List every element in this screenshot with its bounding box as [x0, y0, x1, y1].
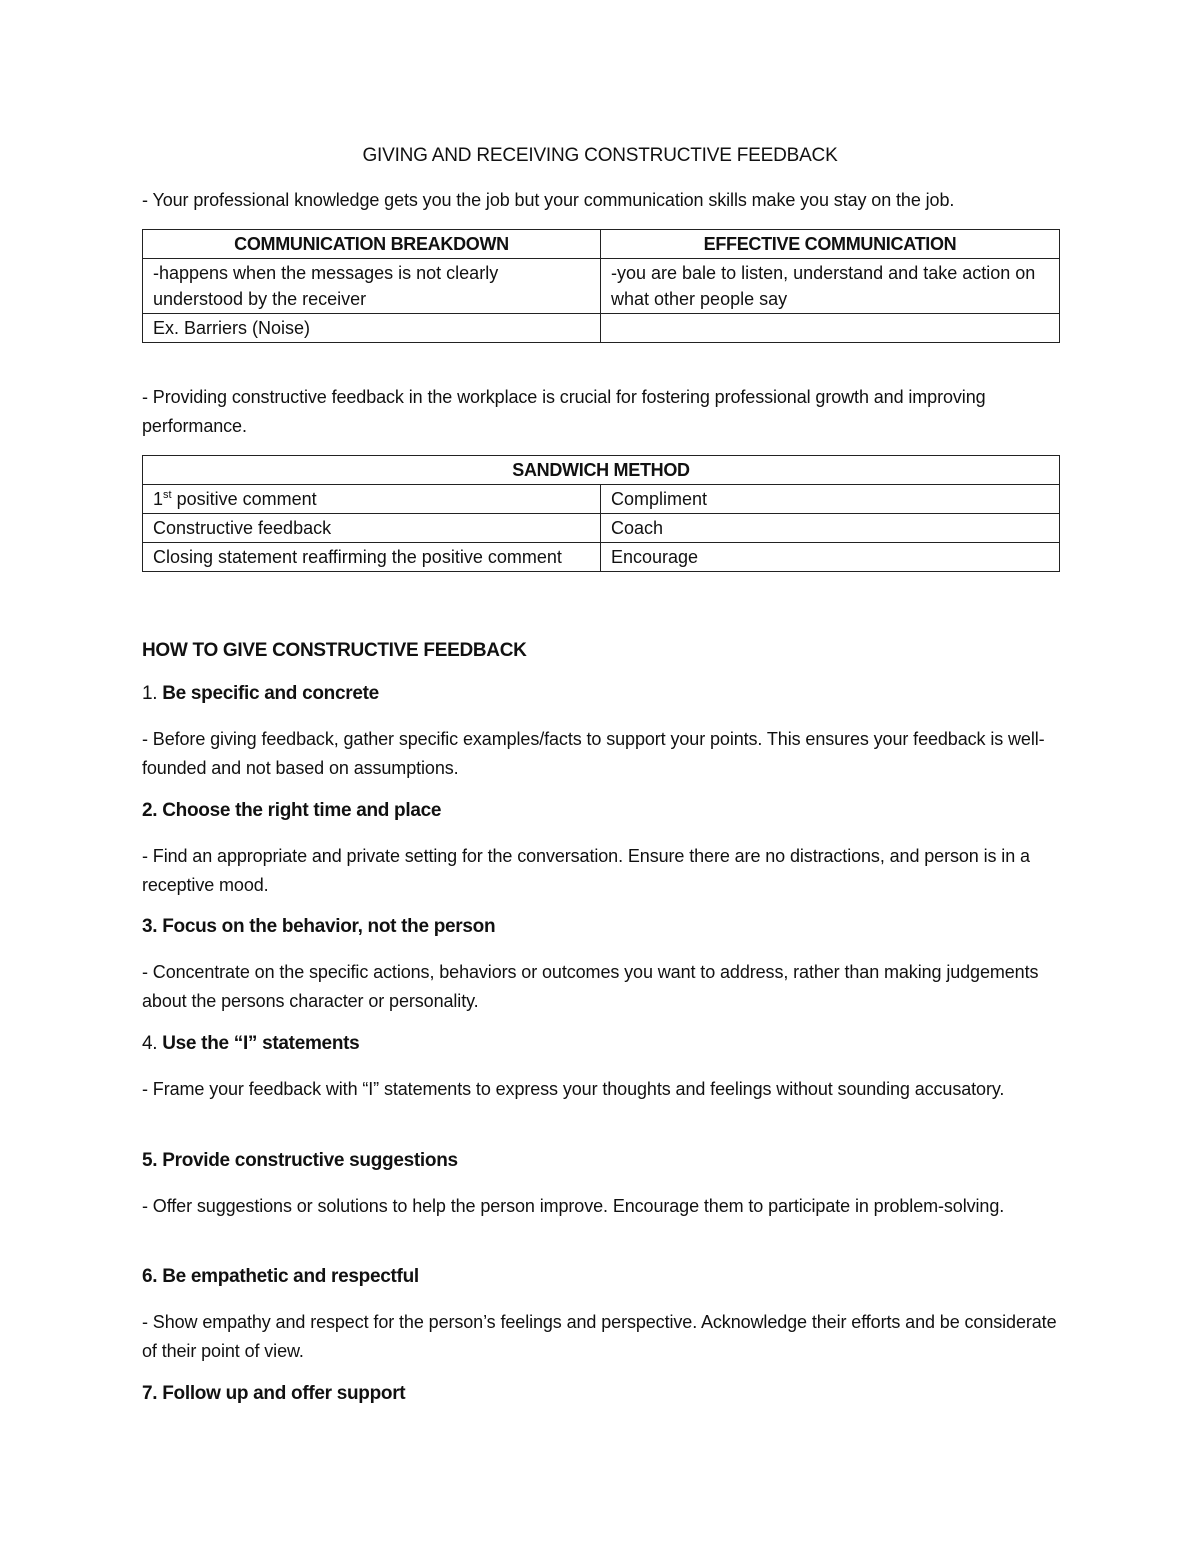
section-heading: HOW TO GIVE CONSTRUCTIVE FEEDBACK	[142, 640, 527, 661]
sandwich-method-table	[142, 455, 1060, 572]
table-cell: Encourage	[601, 543, 1060, 572]
table-cell: Ex. Barriers (Noise)	[143, 314, 601, 343]
step-text: - Offer suggestions or solutions to help the person improve. Encourage them to participate in problem-solving.	[142, 1196, 1005, 1216]
table-cell: Closing statement reaffirming the positive comment	[143, 543, 601, 572]
table-cell: -happens when the messages is not clearly understood by the receiver	[143, 259, 601, 314]
document-title: GIVING AND RECEIVING CONSTRUCTIVE FEEDBACK	[362, 145, 838, 166]
table-row	[143, 314, 1060, 343]
table-header-row	[143, 456, 1060, 485]
table-cell: Constructive feedback	[143, 514, 601, 543]
step-text: - Frame your feedback with “I” statements to express your thoughts and feelings without sounding accusatory.	[142, 1079, 1005, 1099]
table-header-row	[143, 230, 1060, 259]
step-title: Follow up and offer support	[162, 1383, 406, 1404]
communication-table	[142, 229, 1060, 343]
table-header-cell: SANDWICH METHOD	[143, 456, 1060, 485]
step-number: 4.	[142, 1033, 158, 1054]
intro-paragraph: - Your professional knowledge gets you the job but your communication skills make you stay on the job.	[142, 190, 955, 210]
step-title: Focus on the behavior, not the person	[162, 916, 496, 937]
table-row	[143, 543, 1060, 572]
step-text: - Concentrate on the specific actions, behaviors or outcomes you want to address, rather than making judgements about the persons character or personality.	[142, 962, 1039, 1011]
table-row	[143, 514, 1060, 543]
table-cell: -you are bale to listen, understand and take action on what other people say	[601, 259, 1060, 314]
table-cell: Coach	[601, 514, 1060, 543]
table-row	[143, 259, 1060, 314]
step-number: 5.	[142, 1150, 158, 1171]
step-text: - Show empathy and respect for the person’s feelings and perspective. Acknowledge their efforts and be considerate of their point of view.	[142, 1312, 1057, 1361]
ordinal-number: 1	[153, 489, 164, 509]
step-heading	[142, 914, 1062, 940]
step-number: 3.	[142, 916, 158, 937]
step-heading	[142, 1381, 1062, 1407]
feedback-paragraph: - Providing constructive feedback in the workplace is crucial for fostering professional growth and improving performance.	[142, 387, 986, 436]
step-title: Choose the right time and place	[162, 800, 442, 821]
table-cell: Compliment	[601, 485, 1060, 514]
step-title: Be specific and concrete	[162, 683, 379, 704]
step-heading	[142, 1264, 1062, 1290]
step-text: - Before giving feedback, gather specific examples/facts to support your points. This ensures your feedback is well-founded and not based on assumptions.	[142, 729, 1045, 778]
step-title: Provide constructive suggestions	[162, 1150, 458, 1171]
step-number: 2.	[142, 800, 158, 821]
step-title: Use the “I” statements	[162, 1033, 360, 1054]
step-number: 1.	[142, 683, 158, 704]
step-heading	[142, 1148, 1062, 1174]
cell-text: positive comment	[171, 489, 317, 509]
step-heading	[142, 798, 1062, 824]
table-header-cell: EFFECTIVE COMMUNICATION	[601, 230, 1060, 259]
ordinal-suffix: st	[163, 489, 172, 501]
table-row	[143, 485, 1060, 514]
step-number: 7.	[142, 1383, 158, 1404]
table-cell	[601, 314, 1060, 343]
step-heading	[142, 681, 1062, 707]
step-text: - Find an appropriate and private setting for the conversation. Ensure there are no distractions, and person is in a receptive mood.	[142, 846, 1030, 895]
step-heading	[142, 1031, 1062, 1057]
table-header-cell: COMMUNICATION BREAKDOWN	[143, 230, 601, 259]
step-title: Be empathetic and respectful	[162, 1266, 419, 1287]
step-number: 6.	[142, 1266, 158, 1287]
table-cell	[143, 485, 601, 514]
